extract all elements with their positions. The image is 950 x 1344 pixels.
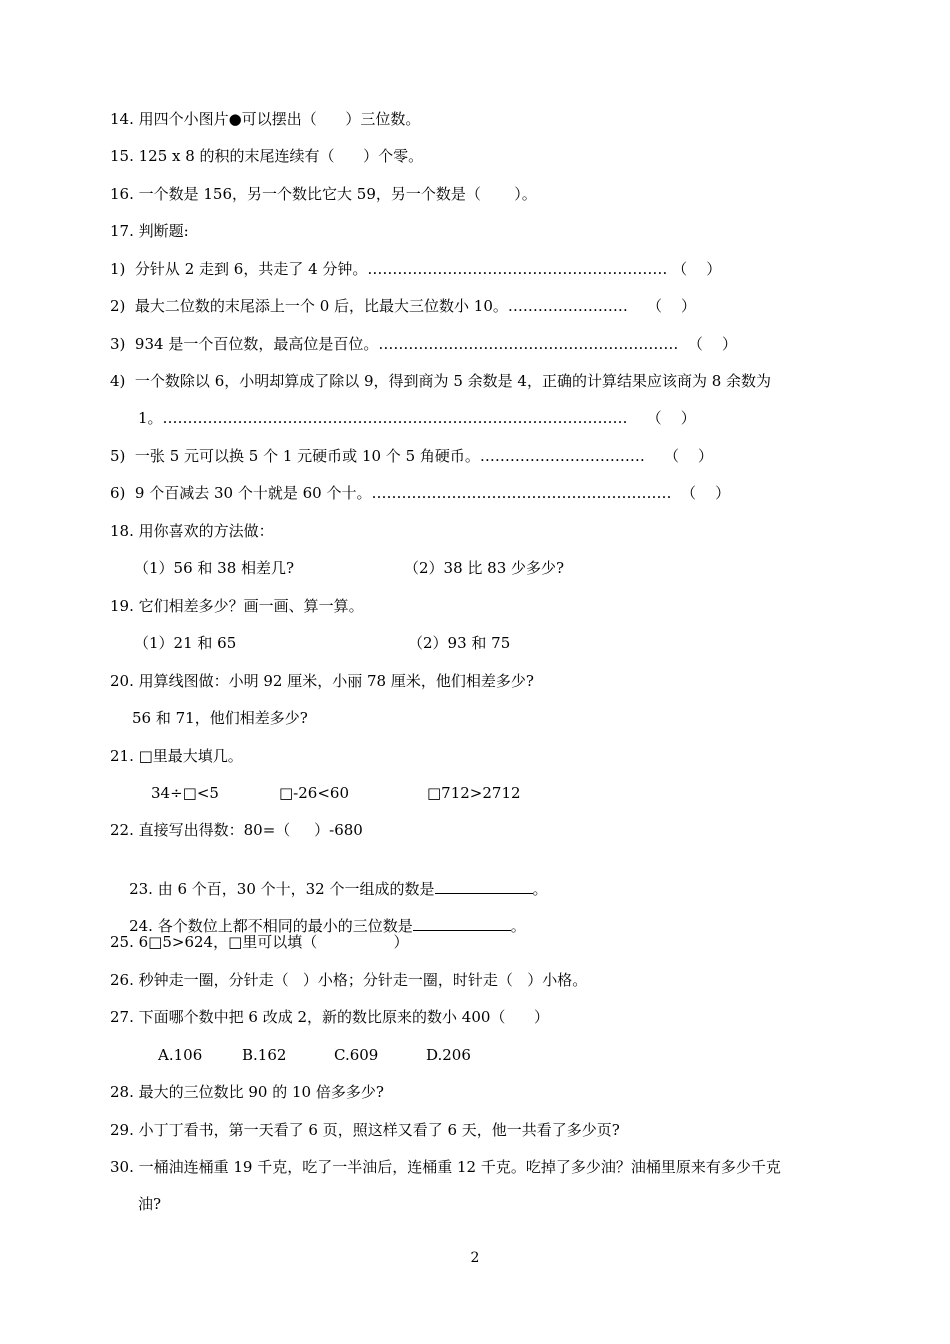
q17-item-3: 3) 934 是一个百位数，最高位是百位。…………………………………………………… （ ） [110,335,737,353]
q15: 15. 125 x 8 的积的末尾连续有（ ）个零。 [110,147,424,165]
q27-option-d: D.206 [426,1046,471,1064]
q18-part-1: （1）56 和 38 相差几? [134,559,295,577]
q19-part-1: （1）21 和 65 [134,634,237,652]
q27-option-a: A.106 [158,1046,203,1064]
q27-option-c: C.609 [334,1046,379,1064]
q23-end: 。 [532,880,548,898]
q20-cont: 56 和 71，他们相差多少? [132,709,308,727]
q21-part-1: 34÷□<5 [151,784,219,802]
q25: 25. 6□5>624，□里可以填（ ） [110,933,409,951]
q17-item-4-cont: 1。………………………………………………………………………………… （ ） [138,409,696,427]
q24-end: 。 [510,917,526,935]
q18: 18. 用你喜欢的方法做： [110,522,274,540]
q14: 14. 用四个小图片●可以摆出（ ）三位数。 [110,110,421,128]
q18-part-2: （2）38 比 83 少多少? [404,559,565,577]
q17-item-1: 1) 分针从 2 走到 6，共走了 4 分钟。…………………………………………………… （ ） [110,260,722,278]
q17-item-4: 4) 一个数除以 6，小明却算成了除以 9，得到商为 5 余数是 4，正确的计算结果应该商为 8 余数为 [110,372,772,390]
q21: 21. □里最大填几。 [110,747,243,765]
q30: 30. 一桶油连桶重 19 千克，吃了一半油后，连桶重 12 千克。吃掉了多少油？油桶里原来有多少千克 [110,1158,781,1176]
q22: 22. 直接写出得数：80=（ ）-680 [110,821,363,839]
q19: 19. 它们相差多少？画一画、算一算。 [110,597,364,615]
q17-item-6: 6) 9 个百减去 30 个十就是 60 个十。…………………………………………………… （ ） [110,484,731,502]
q17-item-2: 2) 最大二位数的末尾添上一个 0 后，比最大三位数小 10。…………………… （ ） [110,297,697,315]
q28: 28. 最大的三位数比 90 的 10 倍多多少? [110,1083,384,1101]
q24-text: 24. 各个数位上都不相同的最小的三位数是 [129,917,413,935]
page-number: 2 [470,1250,480,1266]
q17-title: 17. 判断题: [110,222,189,240]
q30-cont: 油? [138,1195,162,1213]
q27-option-b: B.162 [242,1046,287,1064]
q23-text: 23. 由 6 个百，30 个十，32 个一组成的数是 [129,880,435,898]
q23-answer-blank[interactable] [435,878,533,894]
q24-answer-blank[interactable] [413,915,511,931]
q19-part-2: （2）93 和 75 [408,634,511,652]
q29: 29. 小丁丁看书，第一天看了 6 页，照这样又看了 6 天，他一共看了多少页? [110,1121,620,1139]
q26: 26. 秒钟走一圈，分针走（ ）小格；分针走一圈，时针走（ ）小格。 [110,971,588,989]
q16: 16. 一个数是 156，另一个数比它大 59，另一个数是（ ）。 [110,185,537,203]
q21-part-2: □-26<60 [279,784,349,802]
q21-part-3: □712>2712 [427,784,521,802]
q20: 20. 用算线图做：小明 92 厘米，小丽 78 厘米，他们相差多少? [110,672,534,690]
q17-item-5: 5) 一张 5 元可以换 5 个 1 元硬币或 10 个 5 角硬币。…………………………… （ ） [110,447,714,465]
q27: 27. 下面哪个数中把 6 改成 2，新的数比原来的数小 400（ ） [110,1008,550,1026]
